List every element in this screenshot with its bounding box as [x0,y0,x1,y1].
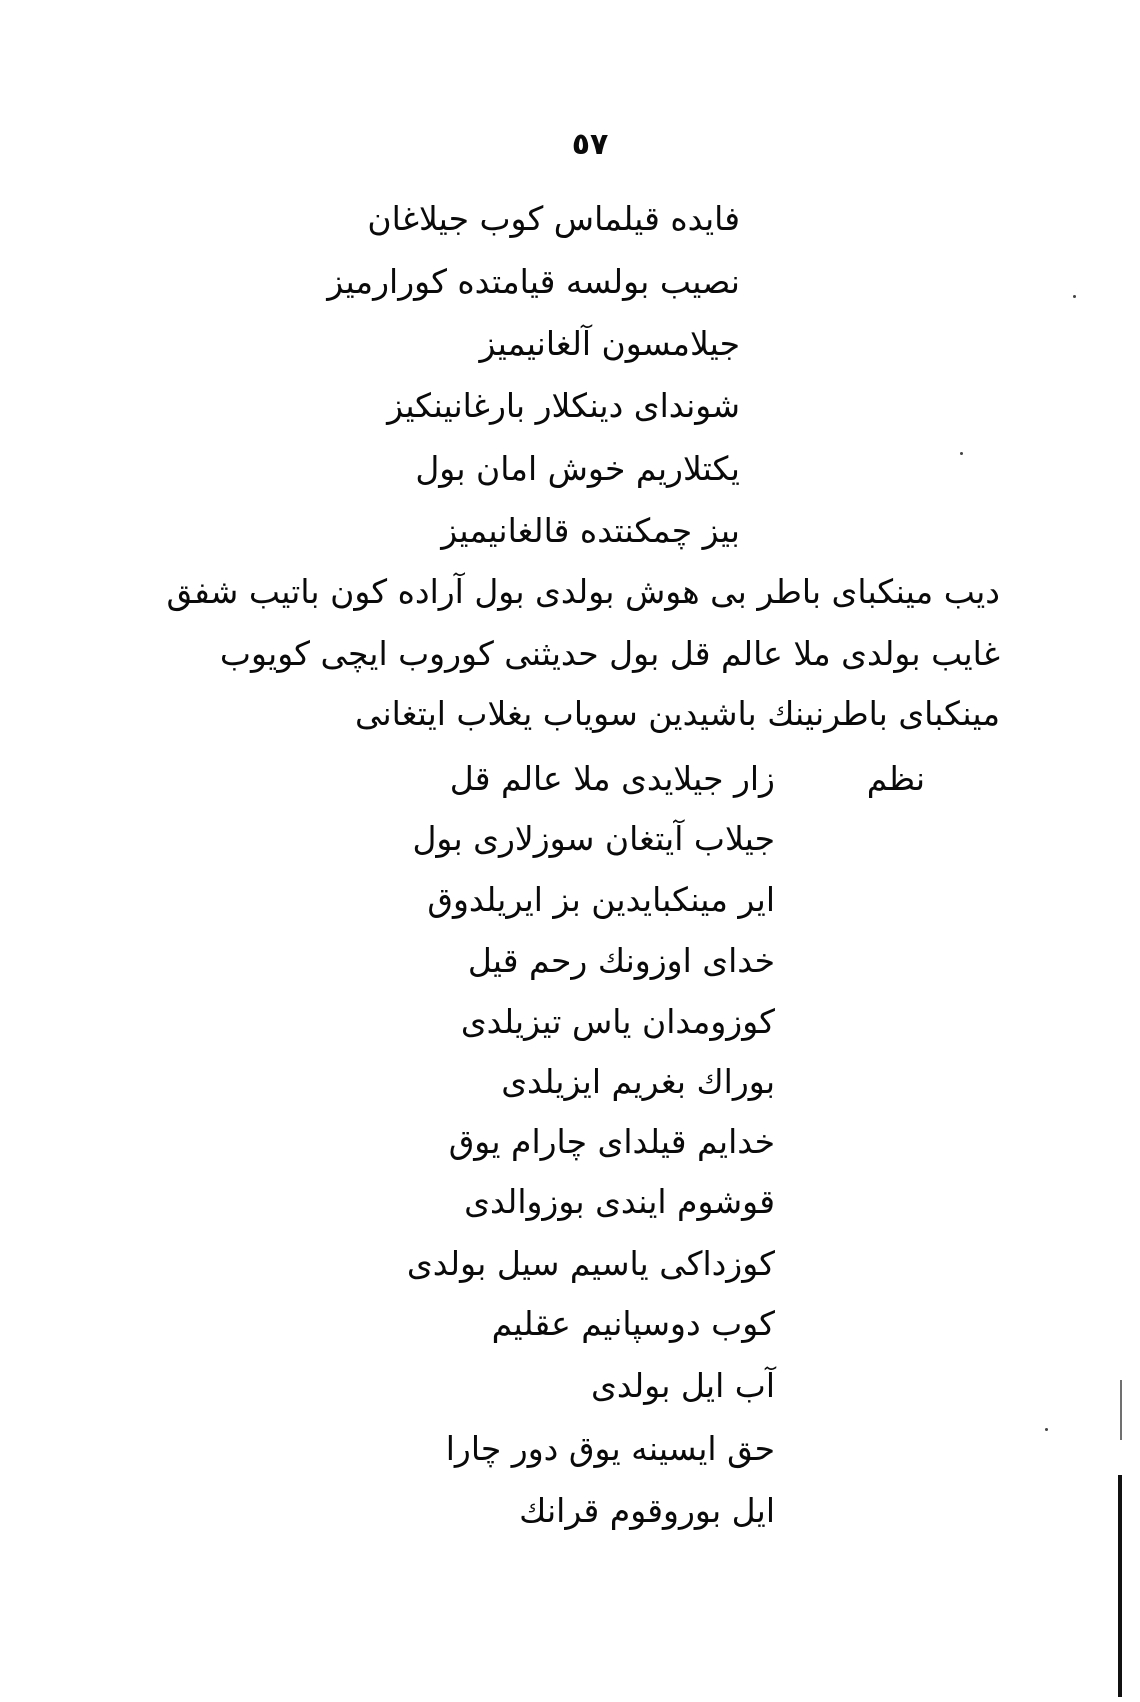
scan-speck [960,452,963,455]
poem-line: خدایم قیلدای چارام یوق [448,1122,775,1161]
poem-line: قوشوم ایندی بوزوالدی [464,1182,775,1221]
scan-speck [1045,1428,1048,1431]
poem-line: زار جیلایدی ملا عالم قل [449,759,775,798]
poem-line: کوب دوسپانیم عقلیم [491,1304,775,1343]
poem-line: جیلاب آیتغان سوزلاری بول [412,819,775,858]
poem-line: ایل بوروقوم قرانك [519,1491,775,1530]
scan-edge-mark [1120,1380,1122,1440]
prose-line: غایب بولدی ملا عالم قل بول حدیثنی کوروب ایچی کویوب [219,634,1000,673]
poem-line: جیلامسون آلغانیمیز [479,324,740,363]
poem-line: کوزداکی یاسیم سیل بولدی [406,1244,775,1283]
scan-speck [1073,295,1076,298]
poem-line: کوزومدان یاس تیزیلدی [460,1002,775,1041]
scan-edge-mark [1118,1475,1122,1697]
prose-line: دیب مینکبای باطر بی هوش بولدی بول آراده کون باتیب شفق [166,572,1000,611]
poem-line: ایر مینکبایدین بز ایریلدوق [427,880,775,919]
poem-line: بیز چمکنتده قالغانیمیز [441,511,740,550]
poem-line: فایده قیلماس کوب جیلاغان [367,199,740,238]
nazm-heading: نظم [866,759,925,798]
page-number: ٥٧ [571,127,609,162]
poem-line: خدای اوزونك رحم قیل [467,941,775,980]
poem-line: نصیب بولسه قیامتده کورارمیز [327,262,740,301]
poem-line: یکتلاریم خوش امان بول [415,449,740,488]
poem-line: حق ایسینه یوق دور چارا [445,1429,775,1468]
poem-line: آب ایل بولدی [591,1366,775,1405]
prose-line: مینکبای باطرنینك باشیدین سویاب یغلاب ایتغانی [354,694,1000,733]
poem-line: بوراك بغریم ایزیلدی [501,1062,775,1101]
poem-line: شوندای دینکلار بارغانینکیز [387,386,740,425]
